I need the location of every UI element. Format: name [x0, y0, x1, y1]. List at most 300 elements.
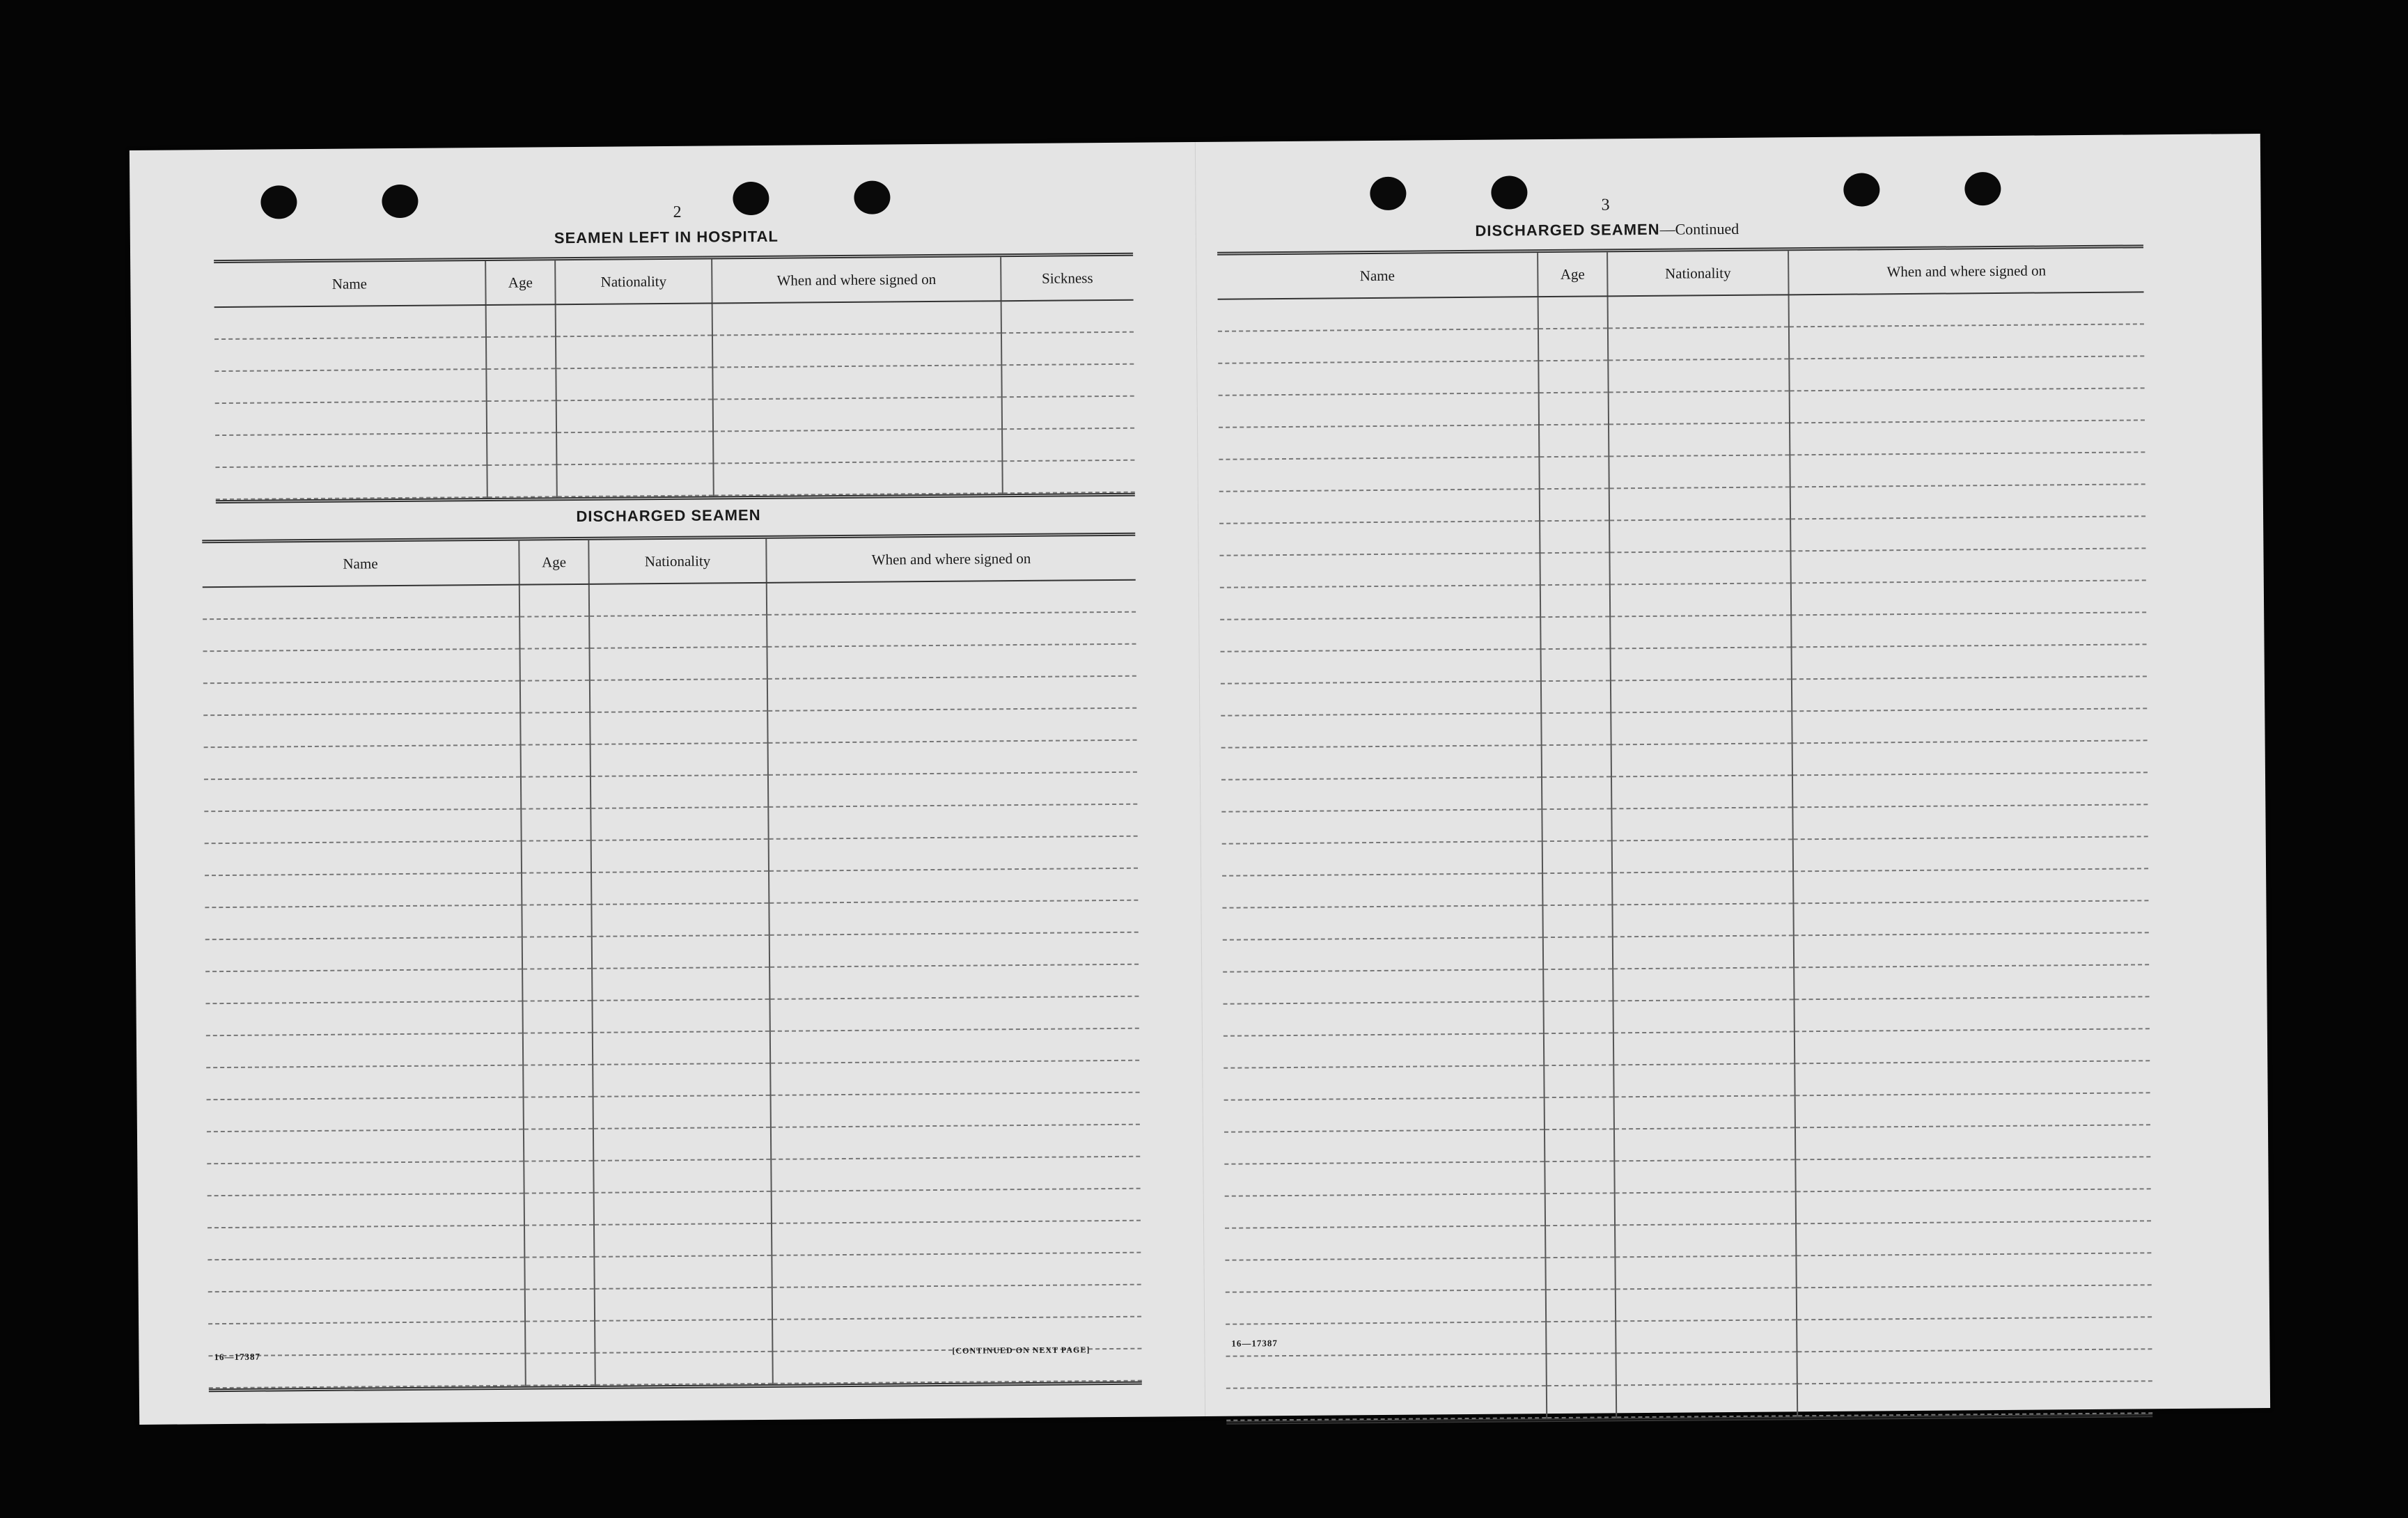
table-cell: [591, 871, 769, 905]
table-cell: [593, 1063, 770, 1097]
table-cell: [214, 305, 486, 339]
table-cell: [1539, 456, 1609, 489]
table-cell: [1226, 1290, 1546, 1324]
table-cell: [590, 711, 767, 744]
table-cell: [1793, 836, 2148, 871]
table-cell: [1615, 1223, 1796, 1257]
table-cell: [1542, 808, 1611, 841]
table-cell: [589, 647, 767, 680]
table-cell: [525, 1289, 595, 1322]
table-cell: [768, 740, 1137, 775]
table-cell: [1789, 356, 2144, 391]
table-cell: [1544, 1001, 1613, 1033]
table-cell: [1792, 772, 2148, 807]
table-cell: [1218, 361, 1538, 396]
table-cell: [206, 1065, 523, 1100]
table-cell: [524, 1193, 594, 1226]
table-cell: [1795, 1061, 2150, 1095]
form-code: 16—17387: [214, 1351, 261, 1363]
table-cell: [1615, 1255, 1796, 1289]
table-cell: [1225, 1258, 1545, 1292]
column-header-nationality: Nationality: [555, 259, 712, 304]
table-cell: [1797, 1317, 2152, 1352]
column-header-signed-on: When and where signed on: [712, 257, 1001, 303]
column-header-nationality: Nationality: [1607, 251, 1788, 296]
table-cell: [214, 337, 486, 371]
table-cell: [524, 1161, 593, 1194]
table-cell: [1542, 776, 1611, 809]
table-cell: [203, 585, 519, 620]
table-cell: [713, 397, 1002, 431]
table-cell: [1792, 644, 2147, 679]
column-header-nationality: Nationality: [588, 539, 766, 584]
table-cell: [1219, 457, 1539, 492]
hospital-rows: [214, 300, 1135, 499]
table-cell: [1218, 329, 1538, 363]
table-cell: [1546, 1289, 1616, 1322]
table-cell: [1616, 1384, 1797, 1417]
table-cell: [1221, 713, 1541, 748]
table-cell: [521, 808, 591, 841]
table-cell: [768, 772, 1137, 807]
table-cell: [1793, 900, 2148, 935]
table-cell: [203, 681, 520, 716]
table-cell: [205, 1001, 522, 1036]
right-page: [1195, 134, 2271, 1416]
table-cell: [203, 617, 519, 652]
table-cell: [1546, 1353, 1616, 1386]
table-cell: [1545, 1129, 1614, 1161]
table-cell: [1226, 1386, 1547, 1421]
table-cell: [592, 935, 769, 969]
table-cell: [1221, 649, 1541, 684]
table-cell: [1543, 969, 1613, 1001]
table-cell: [1609, 455, 1790, 488]
table-cell: [524, 1225, 594, 1258]
table-cell: [1542, 744, 1611, 777]
punch-hole: [382, 185, 418, 218]
table-cell: [1797, 1381, 2152, 1416]
table-cell: [524, 1257, 594, 1290]
column-header-age: Age: [485, 260, 555, 305]
table-cell: [215, 433, 487, 467]
table-cell: [1224, 1161, 1545, 1196]
table-cell: [1219, 489, 1540, 524]
table-cell: [1797, 1349, 2152, 1384]
table-cell: [207, 1129, 524, 1164]
table-cell: [713, 461, 1002, 495]
table-cell: [770, 1028, 1139, 1063]
table-cell: [1224, 1129, 1545, 1164]
table-cell: [203, 649, 520, 684]
table-cell: [205, 937, 522, 972]
table-cell: [712, 333, 1001, 367]
table-cell: [1611, 647, 1792, 680]
table-cell: [1543, 937, 1613, 969]
table-cell: [590, 679, 767, 712]
form-code: 16—17387: [1231, 1338, 1278, 1349]
table-cell: [519, 648, 589, 681]
table-cell: [214, 369, 486, 403]
table-cell: [1222, 873, 1542, 908]
column-header-name: Name: [1217, 253, 1538, 299]
table-cell: [589, 615, 767, 648]
table-cell: [595, 1288, 772, 1321]
table-cell: [593, 1095, 771, 1129]
table-cell: [1221, 681, 1541, 716]
table-header-row: [214, 256, 1133, 307]
table-cell: [1611, 743, 1792, 776]
table-cell: [1222, 905, 1542, 940]
table-cell: [523, 1065, 593, 1097]
table-cell: [1223, 937, 1543, 972]
table-cell: [556, 399, 713, 432]
table-cell: [525, 1321, 595, 1354]
table-cell: [207, 1161, 524, 1196]
table-cell: [1790, 388, 2145, 423]
table-cell: [1611, 679, 1792, 712]
table-cell: [524, 1129, 593, 1161]
table-cell: [769, 900, 1138, 935]
table-cell: [556, 335, 712, 368]
table-cell: [769, 932, 1139, 967]
table-cell: [1792, 708, 2147, 743]
table-cell: [1220, 585, 1540, 620]
table-cell: [1544, 1065, 1613, 1097]
table-cell: [595, 1320, 772, 1353]
table-cell: [1544, 1033, 1613, 1065]
table-cell: [1538, 328, 1608, 361]
table-cell: [592, 967, 769, 1001]
table-cell: [1542, 873, 1612, 905]
table-cell: [712, 301, 1001, 335]
table-cell: [204, 777, 521, 812]
table-cell: [771, 1093, 1140, 1127]
table-cell: [769, 836, 1138, 871]
table-cell: [1791, 580, 2146, 615]
table-cell: [1001, 364, 1134, 397]
table-cell: [772, 1285, 1141, 1320]
table-cell: [521, 776, 591, 809]
table-cell: [1611, 711, 1792, 744]
table-cell: [556, 431, 713, 464]
table-cell: [206, 1033, 523, 1068]
table-cell: [1002, 428, 1134, 461]
table-cell: [1538, 360, 1608, 393]
table-cell: [207, 1097, 524, 1132]
table-cell: [1609, 423, 1790, 456]
table-cell: [1219, 521, 1540, 556]
table-cell: [1219, 393, 1539, 428]
table-cell: [1792, 740, 2148, 775]
left-page: [130, 142, 1205, 1425]
table-cell: [1609, 487, 1790, 520]
table-cell: [1002, 460, 1134, 493]
punch-hole: [1491, 175, 1527, 209]
table-cell: [1611, 775, 1792, 808]
table-cell: [1793, 868, 2148, 903]
table-cell: [208, 1290, 525, 1324]
table-cell: [771, 1125, 1140, 1159]
table-cell: [1795, 1157, 2150, 1191]
table-cell: [1002, 396, 1134, 429]
continued-note: [CONTINUED ON NEXT PAGE]: [952, 1345, 1090, 1356]
table-cell: [1541, 680, 1611, 713]
table-cell: [767, 676, 1136, 711]
table-cell: [1225, 1226, 1545, 1260]
table-cell: [522, 1001, 592, 1033]
discharged-continued-title: [1363, 219, 1851, 241]
table-cell: [1545, 1161, 1614, 1194]
table-cell: [525, 1353, 595, 1386]
table-cell: [204, 745, 521, 780]
table-cell: [591, 775, 768, 808]
table-cell: [205, 873, 522, 908]
table-cell: [556, 463, 713, 496]
table-cell: [521, 744, 591, 777]
table-row: [215, 460, 1134, 499]
table-cell: [1613, 1031, 1795, 1065]
table-cell: [1545, 1225, 1615, 1258]
table-cell: [1538, 296, 1608, 329]
table-cell: [713, 429, 1002, 463]
hospital-section-title: SEAMEN LEFT IN HOSPITAL: [554, 227, 779, 247]
table-cell: [594, 1255, 772, 1289]
column-header-signed-on: When and where signed on: [766, 536, 1135, 583]
table-cell: [522, 873, 591, 905]
table-cell: [1616, 1288, 1797, 1321]
table-cell: [520, 712, 590, 745]
table-cell: [1616, 1352, 1797, 1385]
table-cell: [1540, 520, 1609, 553]
table-cell: [208, 1226, 524, 1260]
table-cell: [593, 1127, 771, 1161]
table-cell: [1547, 1385, 1616, 1418]
table-cell: [1545, 1257, 1615, 1290]
table-cell: [1796, 1253, 2151, 1288]
table-cell: [1614, 1095, 1795, 1129]
table-cell: [1541, 712, 1611, 745]
table-cell: [1614, 1159, 1795, 1193]
table-cell: [1609, 391, 1790, 424]
table-cell: [589, 583, 767, 616]
table-cell: [1792, 676, 2147, 711]
table-cell: [591, 743, 768, 776]
punch-hole: [1843, 173, 1879, 206]
table-row: [1226, 1381, 2152, 1420]
table-cell: [1221, 809, 1542, 844]
table-cell: [1545, 1193, 1615, 1226]
table-cell: [712, 365, 1001, 399]
table-cell: [487, 400, 556, 433]
table-cell: [1790, 516, 2145, 551]
table-cell: [1796, 1189, 2151, 1223]
table-cell: [769, 996, 1139, 1031]
table-cell: [1794, 964, 2149, 999]
table-cell: [486, 368, 556, 401]
table-cell: [523, 1033, 593, 1065]
table-cell: [1610, 615, 1791, 648]
table-cell: [595, 1352, 772, 1385]
table-cell: [1795, 1093, 2150, 1127]
table-cell: [1225, 1194, 1545, 1228]
table-cell: [204, 809, 521, 844]
table-cell: [1001, 300, 1134, 333]
page-number: 2: [673, 203, 682, 221]
table-cell: [1609, 519, 1790, 552]
table-cell: [519, 616, 589, 649]
table-cell: [1224, 1097, 1545, 1132]
table-header-row: [1217, 248, 2143, 299]
table-cell: [522, 905, 591, 937]
table-cell: [215, 401, 487, 435]
table-cell: [1613, 1063, 1795, 1097]
table-cell: [1612, 903, 1793, 937]
table-cell: [772, 1221, 1141, 1255]
table-cell: [767, 708, 1136, 743]
table-cell: [203, 713, 520, 748]
table-cell: [1001, 332, 1134, 365]
punch-hole: [1370, 177, 1406, 210]
table-cell: [772, 1189, 1141, 1223]
table-cell: [1796, 1221, 2151, 1255]
table-cell: [1789, 292, 2144, 327]
table-cell: [772, 1253, 1141, 1288]
table-cell: [1792, 804, 2148, 839]
table-cell: [767, 612, 1136, 647]
table-cell: [1540, 584, 1610, 617]
table-cell: [1223, 1065, 1544, 1100]
table-cell: [1795, 1125, 2150, 1159]
discharged-table: [202, 533, 1142, 1392]
title-main: DISCHARGED SEAMEN: [1475, 220, 1660, 240]
table-cell: [1222, 841, 1542, 876]
table-cell: [1790, 452, 2145, 487]
table-cell: [591, 839, 769, 873]
table-cell: [1611, 807, 1792, 840]
table-cell: [1218, 297, 1538, 331]
table-cell: [1221, 745, 1542, 780]
table-cell: [592, 999, 769, 1033]
table-cell: [524, 1097, 593, 1129]
table-cell: [1539, 392, 1609, 425]
table-cell: [1613, 935, 1794, 969]
column-header-sickness: Sickness: [1001, 256, 1133, 301]
table-cell: [1609, 551, 1790, 584]
table-cell: [1791, 612, 2146, 647]
table-cell: [205, 905, 522, 940]
table-cell: [1540, 552, 1609, 585]
table-cell: [1223, 1001, 1544, 1036]
table-cell: [769, 964, 1139, 999]
table-cell: [770, 1061, 1139, 1095]
column-header-name: Name: [214, 261, 485, 307]
table-cell: [1541, 648, 1611, 681]
table-cell: [522, 969, 592, 1001]
table-cell: [208, 1258, 524, 1292]
table-cell: [1614, 1127, 1795, 1161]
punch-hole: [733, 182, 769, 215]
punch-hole: [854, 180, 890, 214]
column-header-age: Age: [1538, 252, 1607, 297]
table-cell: [1612, 871, 1793, 905]
table-cell: [768, 804, 1137, 839]
column-header-name: Name: [202, 541, 519, 588]
table-cell: [1540, 616, 1610, 649]
table-cell: [1545, 1097, 1614, 1129]
discharged-continued-table: [1217, 244, 2152, 1424]
table-cell: [1613, 999, 1795, 1033]
table-cell: [1612, 839, 1793, 873]
table-cell: [593, 1159, 771, 1193]
table-cell: [1794, 932, 2149, 967]
table-cell: [1608, 295, 1789, 328]
page-number: 3: [1601, 196, 1610, 214]
table-cell: [1610, 583, 1791, 616]
table-header-row: [202, 536, 1135, 588]
discharged-continued-rows: [1218, 292, 2153, 1420]
table-cell: [1220, 617, 1540, 652]
table-cell: [1615, 1191, 1796, 1225]
punch-hole: [1964, 172, 2001, 205]
table-cell: [487, 464, 556, 497]
table-cell: [520, 680, 590, 713]
table-cell: [519, 584, 589, 617]
table-cell: [771, 1157, 1140, 1191]
table-cell: [1789, 324, 2144, 359]
table-cell: [594, 1223, 772, 1257]
table-cell: [1608, 327, 1789, 360]
table-cell: [1797, 1285, 2152, 1320]
table-cell: [1616, 1320, 1797, 1353]
table-cell: [1540, 488, 1609, 521]
table-cell: [556, 303, 712, 336]
discharged-section-title: DISCHARGED SEAMEN: [576, 506, 761, 526]
table-cell: [205, 969, 522, 1004]
punch-hole: [260, 185, 297, 219]
table-cell: [1790, 484, 2145, 519]
table-cell: [1219, 553, 1540, 588]
table-cell: [1226, 1354, 1547, 1388]
table-cell: [769, 868, 1138, 903]
table-cell: [1795, 1028, 2150, 1063]
table-cell: [522, 937, 592, 969]
table-cell: [1790, 548, 2145, 583]
table-cell: [1542, 840, 1612, 873]
table-cell: [1221, 777, 1542, 812]
title-continued: —Continued: [1659, 219, 1739, 238]
table-cell: [487, 432, 556, 465]
table-cell: [1790, 420, 2145, 455]
table-cell: [1795, 996, 2150, 1031]
table-cell: [1539, 424, 1609, 457]
hospital-table: [214, 253, 1135, 503]
table-cell: [556, 367, 712, 400]
table-cell: [1223, 1033, 1544, 1068]
column-header-age: Age: [519, 540, 588, 585]
table-cell: [591, 903, 769, 937]
table-cell: [594, 1191, 772, 1225]
table-cell: [1546, 1321, 1616, 1354]
register-sheet: [130, 134, 2270, 1425]
table-cell: [593, 1031, 770, 1065]
table-cell: [1223, 969, 1543, 1004]
table-cell: [486, 304, 556, 337]
table-cell: [205, 841, 522, 876]
table-cell: [1613, 967, 1794, 1001]
table-cell: [591, 807, 768, 840]
table-cell: [208, 1194, 524, 1228]
